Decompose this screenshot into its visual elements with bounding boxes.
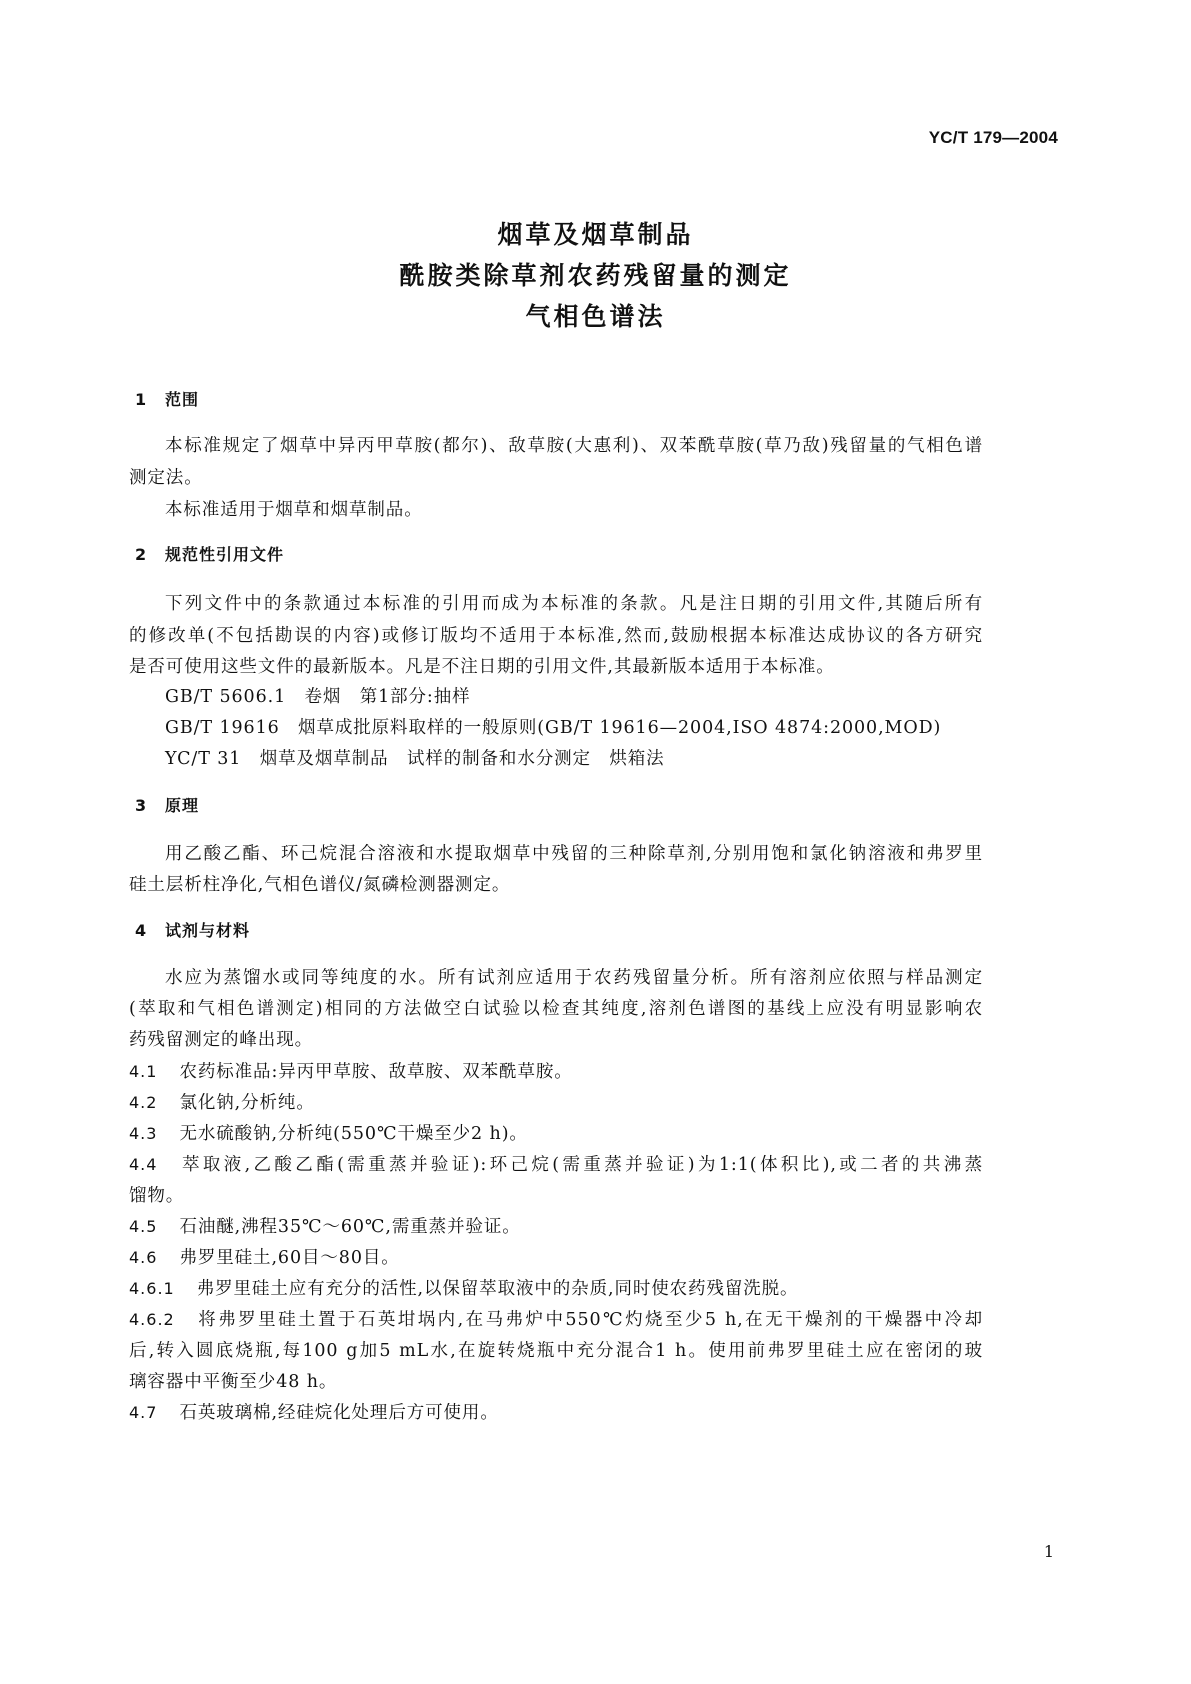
section-3-heading: [135, 793, 199, 816]
section-2-paragraph-line-3: 是否可使用这些文件的最新版本。凡是不注日期的引用文件,其最新版本适用于本标准。: [129, 657, 835, 677]
section-title: 范围: [165, 390, 200, 409]
section-4-paragraph-line-3: 药残留测定的峰出现。: [129, 1030, 313, 1050]
item-4-1: [129, 1058, 573, 1083]
section-3-paragraph-line-1: 用乙酸乙酯、环己烷混合溶液和水提取烟草中残留的三种除草剂,分别用饱和氯化钠溶液和弗罗里: [165, 844, 983, 864]
item-4-4: [129, 1151, 983, 1176]
item-4-5: [129, 1213, 521, 1238]
section-number: 4: [135, 921, 148, 940]
item-text: 石油醚,沸程35℃～60℃,需重蒸并验证。: [179, 1217, 521, 1237]
item-text: 萃取液,乙酸乙酯(需重蒸并验证):环己烷(需重蒸并验证)为1:1(体积比),或二者的共沸蒸: [179, 1155, 983, 1175]
section-1-paragraph-1-line-2: 测定法。: [129, 468, 203, 488]
section-4-heading: [135, 918, 250, 941]
item-4-6-1: [129, 1275, 798, 1300]
item-number: 4.7: [129, 1403, 158, 1422]
section-title: 原理: [165, 796, 200, 815]
item-text: 农药标准品:异丙甲草胺、敌草胺、双苯酰草胺。: [179, 1062, 573, 1082]
item-number: 4.2: [129, 1093, 158, 1112]
title-line-2: 酰胺类除草剂农药残留量的测定: [399, 261, 792, 290]
section-2-paragraph-line-1: 下列文件中的条款通过本标准的引用而成为本标准的条款。凡是注日期的引用文件,其随后所有: [165, 594, 983, 614]
item-4-3: [129, 1120, 528, 1145]
section-3-paragraph-line-2: 硅土层析柱净化,气相色谱仪/氮磷检测器测定。: [129, 875, 511, 895]
item-text: 无水硫酸钠,分析纯(550℃干燥至少2 h)。: [179, 1124, 528, 1144]
standard-code: YC/T 179—2004: [928, 128, 1058, 147]
section-1-paragraph-1-line-1: 本标准规定了烟草中异丙甲草胺(都尔)、敌草胺(大惠利)、双苯酰草胺(草乃敌)残留量的气相色谱: [165, 436, 983, 456]
section-1-heading: [135, 387, 199, 410]
item-number: 4.4: [129, 1155, 158, 1174]
section-number: 1: [135, 390, 148, 409]
item-number: 4.1: [129, 1062, 158, 1081]
item-number: 4.3: [129, 1124, 158, 1143]
item-4-6: [129, 1244, 400, 1269]
section-title: 规范性引用文件: [165, 545, 285, 564]
item-4-6-2-line-2: 后,转入圆底烧瓶,每100 g加5 mL水,在旋转烧瓶中充分混合1 h。使用前弗罗里硅土应在密闭的玻: [129, 1341, 983, 1361]
section-2-paragraph-line-2: 的修改单(不包括勘误的内容)或修订版均不适用于本标准,然而,鼓励根据本标准达成协议的各方研究: [129, 626, 983, 646]
section-4-paragraph-line-1: 水应为蒸馏水或同等纯度的水。所有试剂应适用于农药残留量分析。所有溶剂应依照与样品测定: [165, 968, 983, 988]
item-text: 弗罗里硅土应有充分的活性,以保留萃取液中的杂质,同时使农药残留洗脱。: [196, 1279, 799, 1299]
section-4-paragraph-line-2: (萃取和气相色谱测定)相同的方法做空白试验以检查其纯度,溶剂色谱图的基线上应没有明显影响农: [129, 999, 983, 1019]
item-number: 4.6.2: [129, 1310, 175, 1329]
section-number: 3: [135, 796, 148, 815]
item-4-7: [129, 1399, 499, 1424]
item-text: 氯化钠,分析纯。: [179, 1093, 315, 1113]
item-4-4-line-2: 馏物。: [129, 1186, 185, 1206]
section-1-paragraph-2: 本标准适用于烟草和烟草制品。: [165, 500, 423, 520]
title-line-1: 烟草及烟草制品: [497, 220, 694, 249]
page-number: 1: [1043, 1542, 1054, 1561]
item-text: 石英玻璃棉,经硅烷化处理后方可使用。: [179, 1403, 499, 1423]
item-4-6-2: [129, 1306, 983, 1331]
title-line-3: 气相色谱法: [525, 302, 666, 331]
reference-gbt-19616: GB/T 19616 烟草成批原料取样的一般原则(GB/T 19616—2004,ISO 4874:2000,MOD): [165, 718, 942, 738]
section-2-heading: [135, 542, 284, 565]
reference-yct-31: YC/T 31 烟草及烟草制品 试样的制备和水分测定 烘箱法: [165, 749, 665, 769]
item-text: 弗罗里硅土,60目～80目。: [179, 1248, 400, 1268]
item-number: 4.5: [129, 1217, 158, 1236]
section-number: 2: [135, 545, 148, 564]
item-number: 4.6: [129, 1248, 158, 1267]
section-title: 试剂与材料: [165, 921, 251, 940]
item-4-6-2-line-3: 璃容器中平衡至少48 h。: [129, 1372, 338, 1392]
item-number: 4.6.1: [129, 1279, 175, 1298]
item-4-2: [129, 1089, 315, 1114]
reference-gbt-5606-1: GB/T 5606.1 卷烟 第1部分:抽样: [165, 687, 471, 707]
item-text: 将弗罗里硅土置于石英坩埚内,在马弗炉中550℃灼烧至少5 h,在无干燥剂的干燥器中冷却: [196, 1310, 983, 1330]
